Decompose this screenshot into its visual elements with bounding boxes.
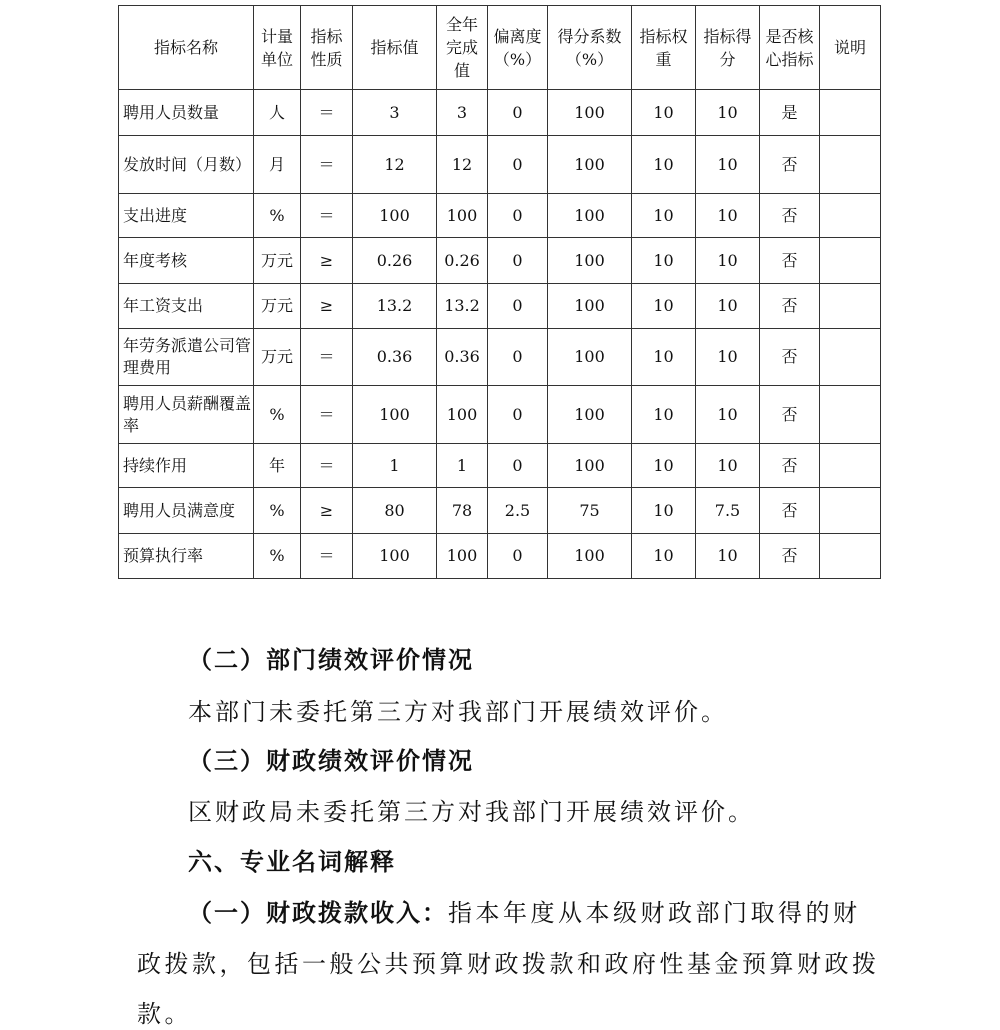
glossary-definition-end: 款。: [137, 1000, 192, 1028]
table-cell: 7.5: [696, 488, 760, 534]
table-cell: 0: [488, 534, 548, 579]
table-cell: 100: [353, 386, 437, 444]
table-cell: 10: [696, 386, 760, 444]
table-cell: 100: [548, 284, 632, 329]
table-cell: 100: [548, 194, 632, 238]
table-cell: %: [254, 534, 301, 579]
header-cell: 指标权重: [632, 6, 696, 90]
table-cell: 10: [632, 329, 696, 386]
header-cell: 指标名称: [119, 6, 254, 90]
table-row: [119, 329, 881, 386]
glossary-heading: 六、专业名词解释: [188, 848, 396, 876]
table-cell: 100: [548, 444, 632, 488]
table-cell: 聘用人员数量: [119, 90, 254, 136]
table-cell: 10: [696, 444, 760, 488]
table-cell: 100: [548, 386, 632, 444]
table-cell: 10: [632, 284, 696, 329]
table-cell: 10: [632, 444, 696, 488]
table-cell: 10: [696, 194, 760, 238]
table-cell: [820, 488, 881, 534]
table-row: [119, 90, 881, 136]
header-cell: 指标值: [353, 6, 437, 90]
table-cell: 100: [548, 534, 632, 579]
table-cell: 否: [760, 386, 820, 444]
table-cell: 100: [437, 194, 488, 238]
table-cell: 78: [437, 488, 488, 534]
table-cell: 否: [760, 136, 820, 194]
table-cell: ＝: [301, 329, 353, 386]
table-row: [119, 194, 881, 238]
table-cell: 100: [353, 194, 437, 238]
table-cell: 0: [488, 194, 548, 238]
table-row: [119, 534, 881, 579]
table-cell: 预算执行率: [119, 534, 254, 579]
table-cell: %: [254, 386, 301, 444]
table-cell: 80: [353, 488, 437, 534]
header-cell: 全年完成值: [437, 6, 488, 90]
table-cell: [820, 534, 881, 579]
table-cell: 万元: [254, 329, 301, 386]
table-cell: ≥: [301, 284, 353, 329]
table-cell: 100: [548, 136, 632, 194]
table-cell: ＝: [301, 136, 353, 194]
table-cell: 10: [632, 386, 696, 444]
table-header-row: [119, 6, 881, 90]
table-cell: 否: [760, 444, 820, 488]
table-cell: 0.26: [437, 238, 488, 284]
table-cell: [820, 329, 881, 386]
table-cell: 0: [488, 136, 548, 194]
table-cell: 100: [548, 329, 632, 386]
table-cell: 人: [254, 90, 301, 136]
table-cell: 发放时间（月数）: [119, 136, 254, 194]
table-cell: 0: [488, 90, 548, 136]
table-cell: 1: [437, 444, 488, 488]
table-cell: 年劳务派遣公司管理费用: [119, 329, 254, 386]
table-cell: [820, 194, 881, 238]
header-cell: 指标性质: [301, 6, 353, 90]
table-cell: 2.5: [488, 488, 548, 534]
header-cell: 偏离度（%）: [488, 6, 548, 90]
section-text-fin-eval: 区财政局未委托第三方对我部门开展绩效评价。: [188, 798, 755, 826]
table-row: [119, 136, 881, 194]
table-cell: ＝: [301, 386, 353, 444]
table-cell: 10: [696, 90, 760, 136]
header-cell: 指标得分: [696, 6, 760, 90]
table-cell: 100: [437, 386, 488, 444]
table-cell: ＝: [301, 90, 353, 136]
section-title-fin-eval: （三）财政绩效评价情况: [188, 747, 474, 775]
table-cell: 万元: [254, 284, 301, 329]
table-cell: 否: [760, 238, 820, 284]
table-cell: %: [254, 194, 301, 238]
table-row: [119, 238, 881, 284]
table-cell: ＝: [301, 534, 353, 579]
table-cell: 100: [437, 534, 488, 579]
table-cell: 10: [632, 534, 696, 579]
table-cell: ≥: [301, 238, 353, 284]
table-cell: 3: [353, 90, 437, 136]
table-cell: 75: [548, 488, 632, 534]
table-cell: 聘用人员薪酬覆盖率: [119, 386, 254, 444]
table-cell: 0.36: [353, 329, 437, 386]
table-cell: [820, 386, 881, 444]
table-cell: 年工资支出: [119, 284, 254, 329]
table-cell: 否: [760, 194, 820, 238]
table-cell: 年度考核: [119, 238, 254, 284]
table-cell: 10: [696, 136, 760, 194]
table-cell: 10: [632, 194, 696, 238]
table-cell: 否: [760, 488, 820, 534]
table-cell: 支出进度: [119, 194, 254, 238]
table-cell: %: [254, 488, 301, 534]
performance-indicator-table: [118, 5, 881, 579]
table-cell: 12: [437, 136, 488, 194]
table-cell: 0: [488, 386, 548, 444]
table-cell: 持续作用: [119, 444, 254, 488]
table-cell: 10: [632, 238, 696, 284]
header-cell: 计量单位: [254, 6, 301, 90]
glossary-term: （一）财政拨款收入：: [188, 899, 448, 927]
table-cell: 10: [632, 488, 696, 534]
table-cell: 聘用人员满意度: [119, 488, 254, 534]
table-cell: 万元: [254, 238, 301, 284]
table-cell: 否: [760, 284, 820, 329]
table-cell: 0: [488, 284, 548, 329]
table-row: [119, 386, 881, 444]
table-cell: 100: [353, 534, 437, 579]
table-cell: ≥: [301, 488, 353, 534]
table-cell: 0.26: [353, 238, 437, 284]
table-cell: 0.36: [437, 329, 488, 386]
table-cell: 10: [632, 90, 696, 136]
table-cell: 是: [760, 90, 820, 136]
table-cell: 否: [760, 534, 820, 579]
table-cell: [820, 284, 881, 329]
table-cell: ＝: [301, 194, 353, 238]
table-cell: 13.2: [437, 284, 488, 329]
table-cell: 10: [696, 284, 760, 329]
table-cell: [820, 136, 881, 194]
header-cell: 得分系数（%）: [548, 6, 632, 90]
table-cell: 否: [760, 329, 820, 386]
glossary-item-1: [188, 898, 861, 928]
glossary-definition-cont: 政拨款，包括一般公共预算财政拨款和政府性基金预算财政拨: [137, 950, 880, 978]
table-cell: 10: [696, 329, 760, 386]
section-title-dept-eval: （二）部门绩效评价情况: [188, 646, 474, 674]
glossary-definition: 指本年度从本级财政部门取得的财: [448, 899, 861, 927]
table-cell: ＝: [301, 444, 353, 488]
table-cell: 12: [353, 136, 437, 194]
table-cell: 0: [488, 238, 548, 284]
table-cell: 10: [696, 534, 760, 579]
table-cell: 3: [437, 90, 488, 136]
table-cell: [820, 90, 881, 136]
table-cell: 0: [488, 329, 548, 386]
header-cell: 是否核心指标: [760, 6, 820, 90]
header-cell: 说明: [820, 6, 881, 90]
section-text-dept-eval: 本部门未委托第三方对我部门开展绩效评价。: [188, 698, 728, 726]
table-row: [119, 488, 881, 534]
table-cell: 年: [254, 444, 301, 488]
table-cell: 10: [632, 136, 696, 194]
table-cell: [820, 238, 881, 284]
table-cell: 100: [548, 238, 632, 284]
table-cell: 100: [548, 90, 632, 136]
table-row: [119, 284, 881, 329]
table-cell: 月: [254, 136, 301, 194]
table-cell: 13.2: [353, 284, 437, 329]
table-row: [119, 444, 881, 488]
table-cell: 1: [353, 444, 437, 488]
table-cell: 0: [488, 444, 548, 488]
table-cell: [820, 444, 881, 488]
table-cell: 10: [696, 238, 760, 284]
